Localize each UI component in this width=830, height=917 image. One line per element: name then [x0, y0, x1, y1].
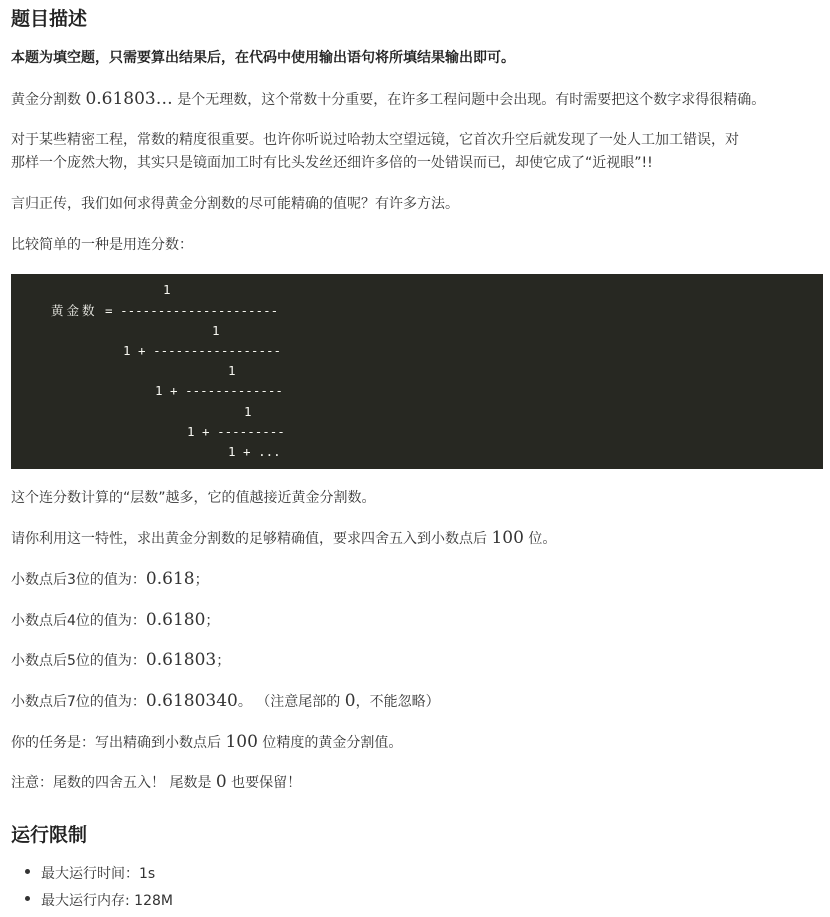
- text: 小数点后5位的值为：: [11, 653, 146, 669]
- math-value: 0.61803: [145, 650, 217, 670]
- text: 是个无理数，这个常数十分重要，在许多工程问题中会出现。有时需要把这个数字求得很精确。: [172, 92, 766, 108]
- text: 位。: [523, 531, 557, 547]
- text: 注意：尾数的四舍五入！ 尾数是: [11, 775, 216, 791]
- math-value: 0.6180: [145, 610, 206, 630]
- math-value: 0: [344, 691, 356, 711]
- paragraph-methods: 言归正传，我们如何求得黄金分割数的尽可能精确的值呢？有许多方法。: [11, 196, 459, 212]
- code-line: 1: [228, 363, 236, 378]
- text: 小数点后7位的值为：: [11, 694, 146, 710]
- list-item-text: 最大运行内存: 128M: [41, 893, 173, 909]
- code-line: 1 + ...: [228, 444, 281, 459]
- text: ；: [216, 653, 231, 669]
- paragraph-hubble-line2: 那样一个庞然大物，其实只是镜面加工时有比头发丝还细许多倍的一处错误而已，却使它成了“近视眼”!!: [11, 155, 653, 171]
- section-title-limits: 运行限制: [11, 824, 88, 846]
- list-item: [41, 888, 173, 914]
- text: 。 （注意尾部的: [237, 694, 345, 710]
- code-line: 1 + -----------------: [123, 343, 282, 358]
- code-line: 1: [212, 323, 220, 338]
- math-value: 100: [225, 732, 258, 752]
- paragraph-note: [11, 769, 301, 796]
- code-text: = ---------------------: [105, 303, 279, 318]
- bullet-icon: [25, 869, 30, 874]
- paragraph-hubble-line1: 对于某些精密工程，常数的精度很重要。也许你听说过哈勃太空望远镜，它首次升空后就发现了一处人工加工错误，对: [11, 132, 739, 148]
- math-value: 100: [491, 528, 524, 548]
- paragraph-7-digits: [11, 688, 440, 715]
- math-value: 0.61803…: [85, 89, 173, 109]
- text: ；: [205, 613, 220, 629]
- bullet-icon: [25, 896, 30, 901]
- text: 小数点后4位的值为：: [11, 613, 146, 629]
- code-line: 1: [244, 404, 252, 419]
- paragraph-continued-fraction: 比较简单的一种是用连分数：: [11, 237, 193, 253]
- paragraph-requirement: [11, 525, 556, 552]
- paragraph-4-digits: [11, 607, 219, 634]
- paragraph-golden-ratio: [11, 86, 765, 113]
- code-text: 黄金数: [51, 303, 98, 318]
- math-value: 0.618: [145, 569, 195, 589]
- paragraph-layers: 这个连分数计算的“层数”越多，它的值越接近黄金分割数。: [11, 490, 376, 506]
- text: ，不能忽略）: [355, 694, 440, 710]
- list-item: [41, 861, 155, 887]
- text: 黄金分割数: [11, 92, 86, 108]
- paragraph-task: [11, 729, 402, 756]
- code-line: 1 + ---------: [187, 424, 285, 439]
- code-line: 1: [163, 282, 171, 297]
- paragraph-3-digits: [11, 566, 209, 593]
- math-value: 0: [215, 772, 227, 792]
- code-line: 1 + -------------: [155, 383, 283, 398]
- code-block: [11, 274, 823, 469]
- text: ；: [194, 572, 209, 588]
- text: 也要保留！: [226, 775, 302, 791]
- paragraph-5-digits: [11, 647, 230, 674]
- section-title-description: 题目描述: [11, 8, 88, 30]
- text: 你的任务是：写出精确到小数点后: [11, 735, 226, 751]
- list-item-text: 最大运行时间：1s: [41, 866, 156, 882]
- math-value: 0.6180340: [145, 691, 238, 711]
- intro-bold-text: 本题为填空题，只需要算出结果后，在代码中使用输出语句将所填结果输出即可。: [11, 50, 515, 66]
- text: 请你利用这一特性，求出黄金分割数的足够精确值，要求四舍五入到小数点后: [11, 531, 492, 547]
- text: 小数点后3位的值为：: [11, 572, 146, 588]
- code-line: [51, 304, 278, 318]
- text: 位精度的黄金分割值。: [257, 735, 403, 751]
